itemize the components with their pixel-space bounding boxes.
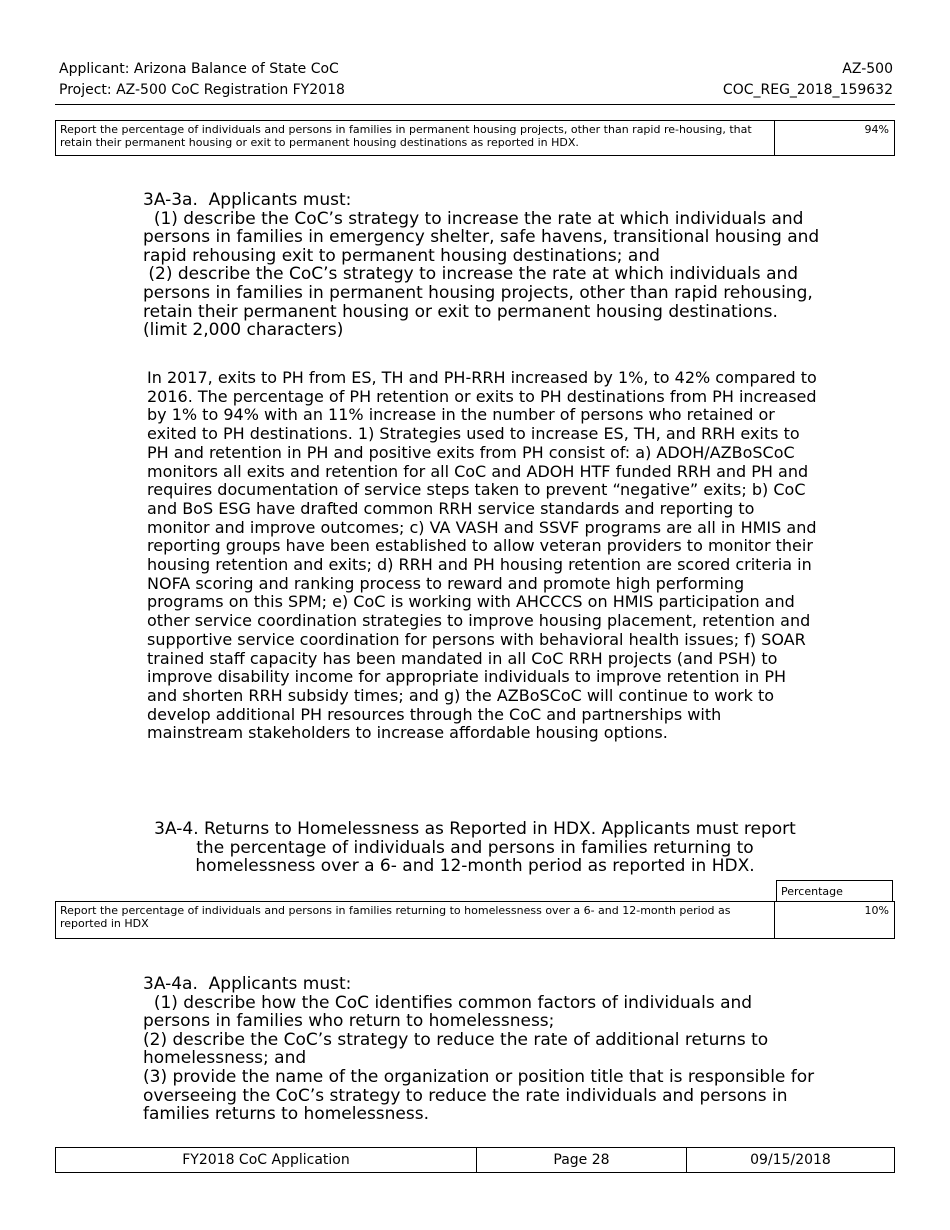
table-row xyxy=(56,902,895,939)
answer-3a-3a: In 2017, exits to PH from ES, TH and PH-RRH increased by 1%, to 42% compared to 2016. The percentage of PH retention or exits to PH destinations from PH increased by 1% to 94% with an 11% increase in the number of persons who retained or exited to PH destinations. 1) Strategies used to increase ES, TH, and RRH exits to PH and retention in PH and positive exits from PH consist of: a) ADOH/AZBoSCoC monitors all exits and retention for all CoC and ADOH HTF funded RRH and PH and requires documentation of service steps taken to prevent “negative” exits; b) CoC and BoS ESG have drafted common RRH service standards and reporting to monitor and improve outcomes; c) VA VASH and SSVF programs are all in HMIS and reporting groups have been established to allow veteran providers to monitor their housing retention and exits; d) RRH and PH housing retention are scored criteria in NOFA scoring and ranking process to reward and promote high performing programs on this SPM; e) CoC is working with AHCCCS on HMIS participation and other service coordination strategies to improve housing placement, retention and supportive service coordination for persons with behavioral health issues; f) SOAR trained staff capacity has been mandated in all CoC RRH projects (and PSH) to improve disability income for appropriate individuals to improve retention in PH and shorten RRH subsidy times; and g) the AZBoSCoC will continue to work to develop additional PH resources through the CoC and partnerships with mainstream stakeholders to increase affordable housing options. xyxy=(147,368,817,743)
header-right xyxy=(723,59,893,101)
registration-id: COC_REG_2018_159632 xyxy=(722,82,893,98)
applicant-line: Applicant: Arizona Balance of State CoC xyxy=(59,61,339,77)
question-3a-3a: 3A-3a. Applicants must: (1) describe the CoC’s strategy to increase the rate at which individuals and persons in families in emergency shelter, safe havens, transitional housing and rapid rehousing exit to permanent housing destinations; and (2) describe the CoC’s strategy to increase the rate at which individuals and persons in families in permanent housing projects, other than rapid rehousing, retain their permanent housing or exit to permanent housing destinations. (limit 2,000 characters) xyxy=(143,190,820,341)
percentage-column-header: Percentage xyxy=(776,880,893,901)
header-left xyxy=(59,59,345,101)
question-3a-4: 3A-4. Returns to Homelessness as Reported in HDX. Applicants must report the percentage of individuals and persons in families returning to homelessness over a 6- and 12-month period as reported in HDX. xyxy=(154,819,796,877)
table-row xyxy=(56,121,895,156)
coc-code: AZ-500 xyxy=(842,61,893,77)
footer-application: FY2018 CoC Application xyxy=(56,1148,477,1173)
returns-value: 10% xyxy=(775,902,895,939)
header-divider xyxy=(55,104,895,105)
retention-table xyxy=(55,120,895,156)
footer-row xyxy=(56,1148,895,1173)
retention-label: Report the percentage of individuals and persons in families in permanent housing projects, other than rapid re-housing, that retain their permanent housing or exit to permanent housing destinations as reported in HDX. xyxy=(56,121,775,156)
returns-label: Report the percentage of individuals and persons in families returning to homelessness over a 6- and 12-month period as reported in HDX xyxy=(56,902,775,939)
project-line: Project: AZ-500 CoC Registration FY2018 xyxy=(59,82,345,98)
page-footer xyxy=(55,1147,895,1173)
returns-table xyxy=(55,901,895,939)
question-3a-4a: 3A-4a. Applicants must: (1) describe how the CoC identifies common factors of individuals and persons in families who return to homelessness; (2) describe the CoC’s strategy to reduce the rate of additional returns to homelessness; and (3) provide the name of the organization or position title that is responsible for overseeing the CoC’s strategy to reduce the rate individuals and persons in families returns to homelessness. xyxy=(143,974,815,1125)
retention-value: 94% xyxy=(775,121,895,156)
footer-date: 09/15/2018 xyxy=(687,1148,895,1173)
footer-page-number: Page 28 xyxy=(477,1148,687,1173)
